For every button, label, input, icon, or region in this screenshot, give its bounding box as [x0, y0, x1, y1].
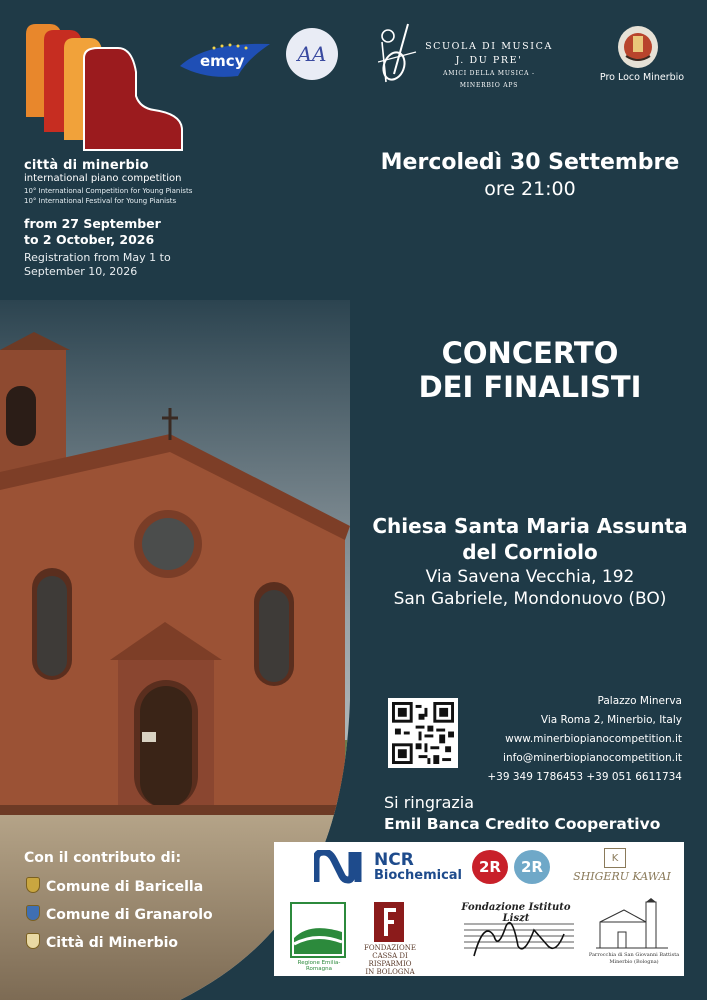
contributor-baricella — [26, 877, 203, 895]
aa-logo-text: AA — [297, 42, 327, 66]
fondazione-line-2: CASSA DI RISPARMIO — [368, 952, 412, 968]
cello-icon — [378, 22, 420, 88]
dates-line-2: to 2 October, 2026 — [24, 232, 155, 247]
fondazione-text — [354, 944, 426, 976]
liszt-text: Fondazione Istituto Liszt — [461, 902, 571, 924]
festival-line: 10° International Festival for Young Pianists — [24, 197, 177, 205]
shigeru-kawai-emblem-icon: K — [604, 848, 626, 868]
emcy-text: emcy — [200, 52, 245, 70]
fondazione-line-3: IN BOLOGNA — [365, 968, 415, 976]
qr-code-icon — [392, 702, 454, 764]
contributor-label: Comune di Baricella — [46, 879, 204, 895]
contributor-label: Città di Minerbio — [46, 935, 179, 951]
fondazione-carisbo-logo-icon — [374, 902, 404, 942]
thanks-label: Si ringrazia — [384, 793, 475, 812]
minerbio-crest-icon — [26, 933, 40, 949]
2r-logo-blue: 2R — [514, 850, 550, 884]
parrocchia-line-1: Parrocchia di San Giovanni Battista — [588, 952, 680, 958]
registration-line-1: Registration from May 1 to — [24, 251, 171, 264]
parrocchia-church-drawing-icon — [596, 898, 668, 950]
pro-loco-badge-icon — [618, 26, 658, 68]
contributor-label: Comune di Granarolo — [46, 907, 213, 923]
thanks-bank: Emil Banca Credito Cooperativo — [384, 815, 661, 833]
contact-street: Via Roma 2, Minerbio, Italy — [540, 714, 682, 726]
contact-phones: +39 349 1786453 +39 051 6611734 — [487, 771, 682, 783]
competition-subtitle: international piano competition — [24, 173, 182, 184]
qr-code[interactable] — [388, 698, 458, 768]
scuola-di-musica-logo — [424, 40, 554, 92]
event-day: Mercoledì 30 Settembre — [380, 150, 680, 175]
baricella-crest-icon — [26, 877, 40, 893]
competition-title: città di minerbio — [24, 158, 149, 173]
event-title — [360, 336, 700, 404]
event-title-line-2: DEI FINALISTI — [418, 370, 642, 404]
venue-line-1: Chiesa Santa Maria Assunta — [372, 514, 688, 538]
parrocchia-line-2: Minerbio (Bologna) — [609, 959, 659, 965]
address-line-1: Via Savena Vecchia, 192 — [425, 567, 635, 587]
competition-line: 10° International Competition for Young Pianists — [24, 187, 193, 195]
scuola-line-3: AMICI DELLA MUSICA - MINERBIO APS — [443, 70, 535, 89]
scuola-line-1: SCUOLA DI MUSICA — [425, 41, 553, 52]
registration-info — [24, 251, 171, 279]
contact-website-link[interactable]: www.minerbiopianocompetition.it — [505, 733, 682, 745]
scuola-line-2: J. DU PRE' — [455, 55, 523, 66]
piano-competition-logo — [22, 22, 187, 152]
regione-emilia-romagna-logo-icon — [290, 902, 346, 958]
registration-line-2: September 10, 2026 — [24, 265, 138, 278]
ncr-biochemical-text: Biochemical — [374, 868, 463, 883]
ncr-logo-icon — [314, 850, 366, 884]
granarolo-crest-icon — [26, 905, 40, 921]
competition-dates — [24, 216, 161, 248]
emcy-logo — [176, 36, 274, 80]
parrocchia-text — [588, 952, 680, 966]
sponsors-panel — [274, 842, 684, 976]
contributors-label: Con il contributo di: — [24, 850, 182, 866]
aa-logo — [286, 28, 338, 80]
venue-name — [360, 513, 700, 565]
fondazione-line-1: FONDAZIONE — [364, 944, 416, 952]
event-title-line-1: CONCERTO — [441, 336, 619, 370]
contributor-minerbio — [26, 933, 178, 951]
liszt-signature-icon — [464, 916, 574, 962]
address-line-2: San Gabriele, Mondonuovo (BO) — [393, 589, 667, 609]
regione-text: Regione Emilia-Romagna — [297, 960, 341, 972]
contact-info — [470, 692, 682, 787]
dates-line-1: from 27 September — [24, 216, 161, 231]
venue-line-2: del Corniolo — [462, 540, 598, 564]
ncr-text: NCR — [374, 850, 414, 870]
contributor-granarolo — [26, 905, 213, 923]
event-time: ore 21:00 — [484, 178, 576, 200]
pro-loco-label: Pro Loco Minerbio — [599, 72, 685, 83]
contact-place: Palazzo Minerva — [597, 695, 682, 707]
contact-email-link[interactable]: info@minerbiopianocompetition.it — [503, 752, 682, 764]
venue-address — [360, 566, 700, 610]
shigeru-kawai-text: SHIGERU KAWAI — [573, 870, 671, 883]
2r-logo-red: 2R — [472, 850, 508, 884]
